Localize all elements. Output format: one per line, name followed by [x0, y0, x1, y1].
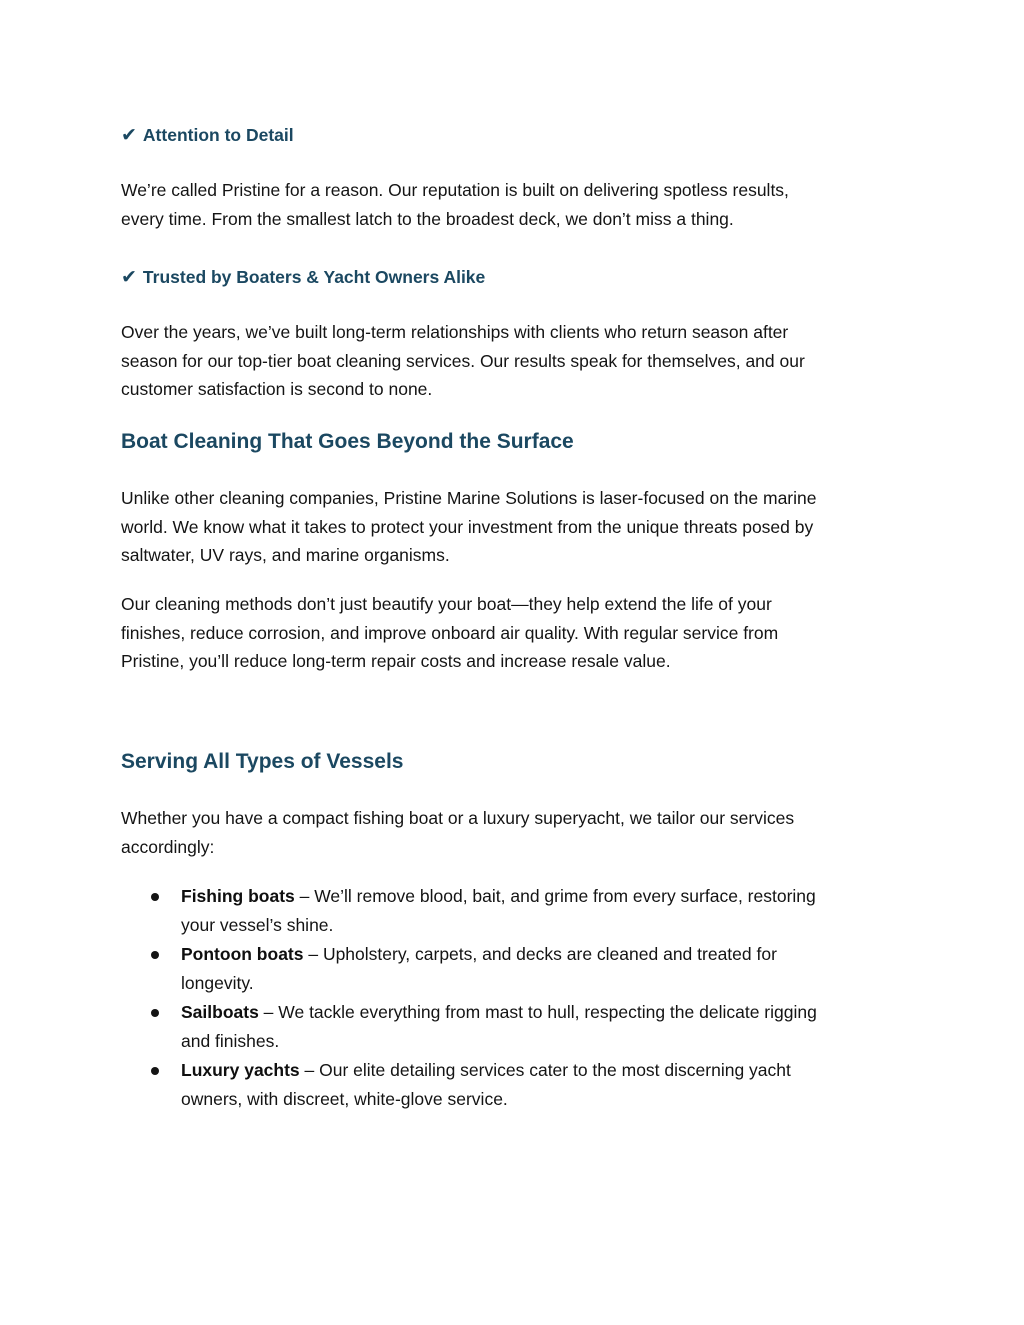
- item-term: Fishing boats: [181, 886, 295, 906]
- paragraph-line: accordingly:: [121, 836, 215, 857]
- paragraph-line: world. We know what it takes to protect your investment from the unique threats posed by: [121, 516, 814, 537]
- attention-title: Attention to Detail: [142, 125, 294, 145]
- paragraph-line: customer satisfaction is second to none.: [121, 379, 433, 399]
- beyond-surface-heading: Boat Cleaning That Goes Beyond the Surface: [121, 430, 574, 453]
- paragraph-line: We’re called Pristine for a reason. Our reputation is built on delivering spotless results,: [121, 180, 789, 200]
- trusted-subheading: [121, 266, 485, 289]
- paragraph-line: Over the years, we’ve built long-term relationships with clients who return season after: [121, 322, 789, 342]
- vessel-types-list: [121, 882, 911, 1114]
- item-text: and finishes.: [181, 1031, 280, 1051]
- bullet-icon: [151, 893, 159, 901]
- trusted-title: Trusted by Boaters & Yacht Owners Alike: [142, 267, 486, 287]
- item-text: longevity.: [181, 973, 254, 993]
- bullet-icon: [151, 951, 159, 959]
- item-term: Sailboats: [181, 1002, 259, 1022]
- bullet-icon: [151, 1009, 159, 1017]
- bullet-icon: [151, 1067, 159, 1075]
- paragraph-line: every time. From the smallest latch to the broadest deck, we don’t miss a thing.: [121, 208, 734, 229]
- list-item: [121, 940, 911, 998]
- item-text: – We’ll remove blood, bait, and grime from every surface, restoring: [294, 886, 816, 906]
- attention-subheading: [121, 124, 294, 147]
- item-text: – We tackle everything from mast to hull, respecting the delicate rigging: [258, 1002, 817, 1022]
- paragraph-line: saltwater, UV rays, and marine organisms.: [121, 545, 450, 565]
- paragraph-line: Unlike other cleaning companies, Pristine Marine Solutions is laser-focused on the marine: [121, 488, 817, 508]
- beyond-paragraph-2: [121, 590, 911, 676]
- item-text: owners, with discreet, white-glove service.: [181, 1089, 508, 1109]
- checkmark-icon: ✔: [121, 125, 137, 146]
- item-text: – Upholstery, carpets, and decks are cleaned and treated for: [303, 944, 777, 964]
- paragraph-line: Pristine, you’ll reduce long-term repair costs and increase resale value.: [121, 651, 671, 671]
- checkmark-icon: ✔: [121, 267, 137, 288]
- paragraph-line: finishes, reduce corrosion, and improve onboard air quality. With regular service from: [121, 622, 779, 643]
- vessels-intro: [121, 804, 911, 861]
- list-item: [121, 1056, 911, 1114]
- item-text: – Our elite detailing services cater to the most discerning yacht: [299, 1060, 791, 1080]
- list-item: [121, 882, 911, 940]
- item-term: Pontoon boats: [181, 944, 304, 964]
- beyond-paragraph-1: [121, 484, 911, 570]
- paragraph-line: Our cleaning methods don’t just beautify your boat—they help extend the life of your: [121, 594, 772, 614]
- vessels-heading: Serving All Types of Vessels: [121, 750, 404, 773]
- list-item: [121, 998, 911, 1056]
- paragraph-line: Whether you have a compact fishing boat or a luxury superyacht, we tailor our services: [121, 808, 795, 828]
- item-term: Luxury yachts: [181, 1060, 300, 1080]
- paragraph-line: season for our top-tier boat cleaning services. Our results speak for themselves, and our: [121, 350, 805, 371]
- trusted-paragraph: [121, 318, 911, 404]
- item-text: your vessel’s shine.: [181, 915, 334, 935]
- attention-paragraph: [121, 176, 911, 233]
